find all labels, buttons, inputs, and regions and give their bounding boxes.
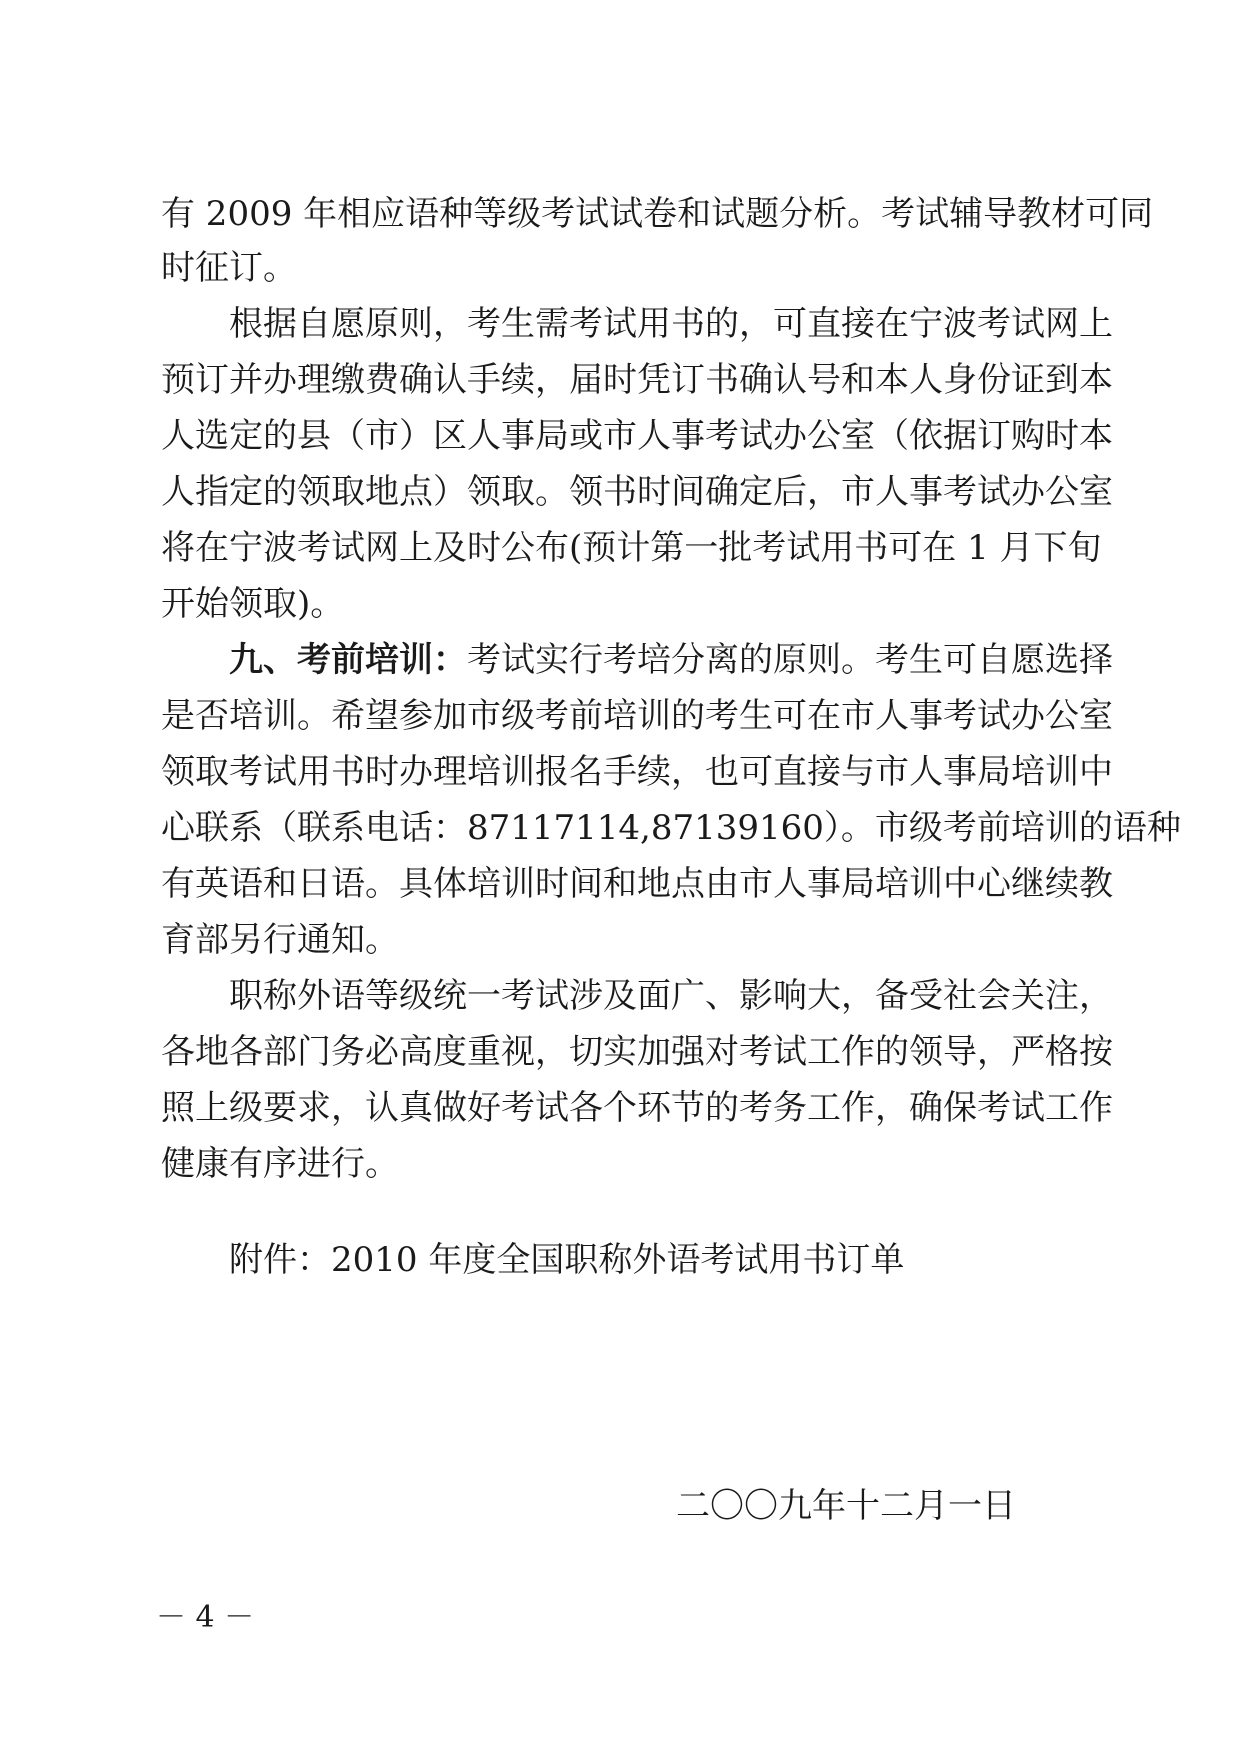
- body-text-line: 是否培训。希望参加市级考前培训的考生可在市人事考试办公室: [161, 696, 1113, 736]
- body-text-line: 时征订。: [161, 248, 297, 288]
- body-text-line: 根据自愿原则，考生需考试用书的，可直接在宁波考试网上: [229, 304, 1113, 344]
- body-text-line: 职称外语等级统一考试涉及面广、影响大，备受社会关注，: [229, 976, 1113, 1016]
- body-text-line: 开始领取)。: [161, 584, 345, 624]
- body-text-line: 预订并办理缴费确认手续，届时凭订书确认号和本人身份证到本: [161, 360, 1113, 400]
- body-text: 考试实行考培分离的原则。考生可自愿选择: [467, 640, 1113, 680]
- attachment-line: 附件：2010 年度全国职称外语考试用书订单: [229, 1240, 905, 1280]
- page-number: － 4 －: [156, 1600, 255, 1635]
- body-text-line: 有 2009 年相应语种等级考试试卷和试题分析。考试辅导教材可同: [161, 194, 1154, 234]
- body-text-line: 将在宁波考试网上及时公布(预计第一批考试用书可在 1 月下旬: [161, 528, 1102, 568]
- section-heading: 九、考前培训：: [229, 640, 467, 680]
- body-text-line: 领取考试用书时办理培训报名手续，也可直接与市人事局培训中: [161, 752, 1113, 792]
- section-first-line: [229, 632, 1113, 688]
- body-text-line: 育部另行通知。: [161, 920, 399, 960]
- body-text-line: 心联系（联系电话：87117114,87139160）。市级考前培训的语种: [161, 808, 1181, 848]
- body-text-line: 健康有序进行。: [161, 1144, 399, 1184]
- body-text-line: 人指定的领取地点）领取。领书时间确定后，市人事考试办公室: [161, 472, 1113, 512]
- body-text-line: 照上级要求，认真做好考试各个环节的考务工作，确保考试工作: [161, 1088, 1113, 1128]
- body-text-line: 有英语和日语。具体培训时间和地点由市人事局培训中心继续教: [161, 864, 1113, 904]
- body-text-line: 人选定的县（市）区人事局或市人事考试办公室（依据订购时本: [161, 416, 1113, 456]
- body-text-line: 各地各部门务必高度重视，切实加强对考试工作的领导，严格按: [161, 1032, 1113, 1072]
- document-date: 二〇〇九年十二月一日: [676, 1486, 1016, 1526]
